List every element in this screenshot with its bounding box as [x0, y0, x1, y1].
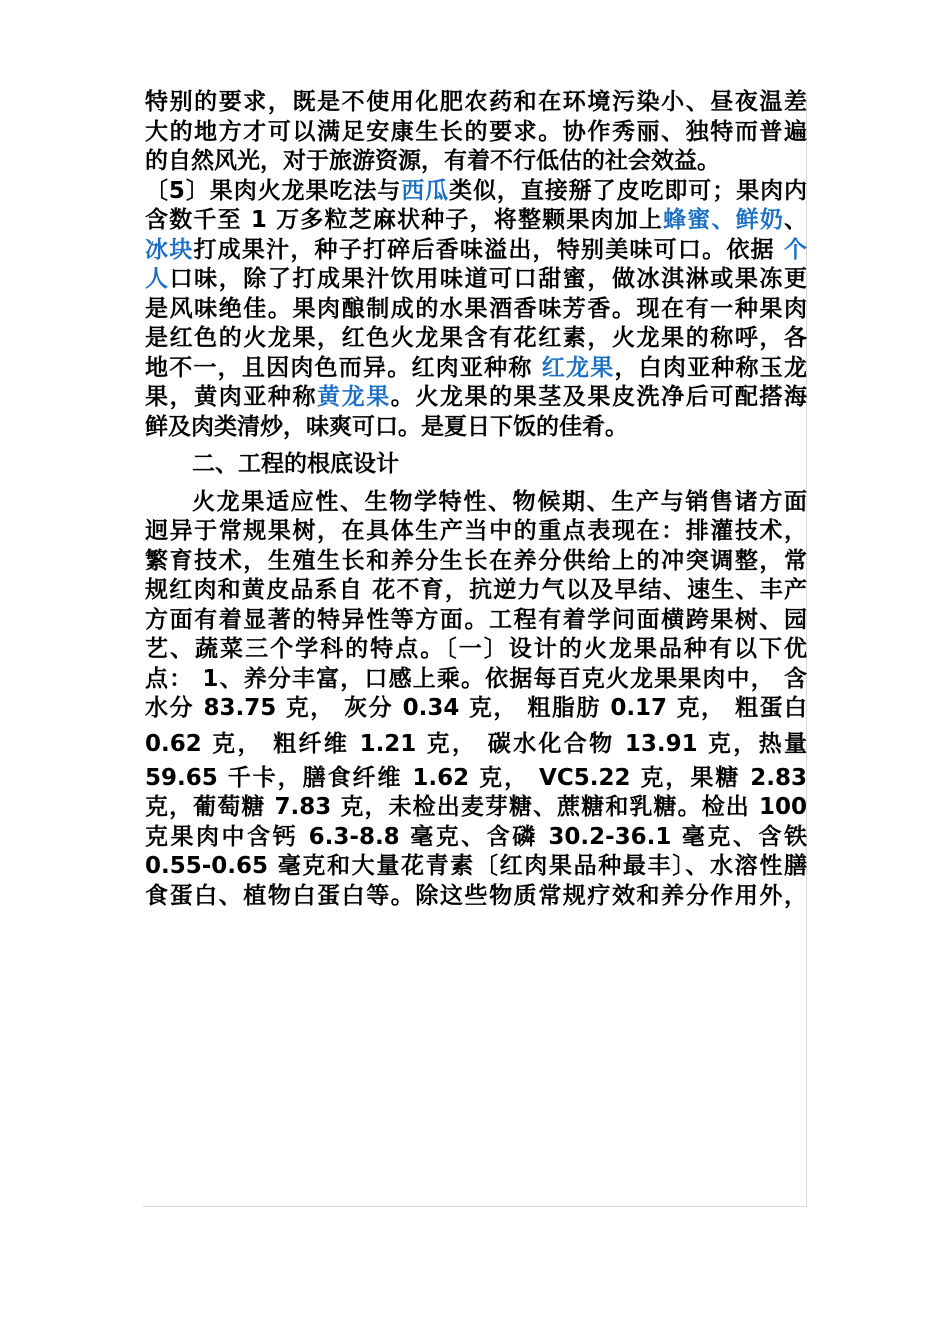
text-line: 规红肉和黄皮品系自 花不育，抗逆力气以及早结、速生、丰产: [145, 577, 807, 603]
paragraph-2: [145, 177, 807, 443]
text-span: 果，黄肉亚种称: [145, 384, 318, 410]
text-line: 的自然风光，对于旅游资源，有着不行低估的社会效益。: [145, 148, 720, 174]
text-span: ，白肉亚种称玉龙: [614, 354, 808, 381]
page-frame-bottom: [143, 1206, 807, 1207]
link-xigua[interactable]: 西瓜: [401, 177, 450, 204]
text-span: 类似，直接掰了皮吃即可；果肉内: [449, 177, 808, 204]
text-line: 火龙果适应性、生物学特性、物候期、生产与销售诸方面: [192, 488, 807, 515]
text-line: 大的地方才可以满足安康生长的要求。协作秀丽、独特而普遍: [145, 118, 807, 145]
paragraph-1: [145, 88, 807, 177]
text-span: 、: [784, 207, 808, 233]
text-line: 是红色的火龙果，红色火龙果含有花红素，火龙果的称呼，各: [145, 325, 807, 351]
text-span: 打成果汁，种子打碎后香味溢出，特别美味可口。依据: [193, 236, 785, 263]
link-geren[interactable]: 个: [784, 236, 808, 263]
spacer: [145, 480, 807, 488]
text-line: 繁育技术，生殖生长和养分生长在养分供给上的冲突调整，常: [145, 547, 807, 574]
paragraph-3: [145, 488, 807, 912]
text-line: 59.65 千卡，膳食纤维 1.62 克， VC5.22 克，果糖 2.83: [145, 764, 807, 791]
text-span: 。火龙果的果茎及果皮洗净后可配搭海: [390, 384, 808, 410]
text-line: 0.55-0.65 毫克和大量花青素〔红肉果品种最丰〕、水溶性膳: [145, 853, 807, 879]
text-line: [145, 354, 807, 384]
link-geren-cont[interactable]: 人: [145, 266, 170, 292]
text-line: 是风味绝佳。果肉酿制成的水果酒香味芳香。现在有一种果肉: [145, 295, 807, 322]
link-separator: 、: [711, 207, 736, 233]
text-line: 艺、蔬菜三个学科的特点。〔一〕设计的火龙果品种有以下优: [145, 636, 807, 662]
text-line: [145, 265, 807, 295]
text-line: 食蛋白、植物白蛋白等。除这些物质常规疗效和养分作用外，: [145, 882, 807, 909]
text-span: 〔5〕果肉火龙果吃法与: [145, 177, 402, 204]
text-line: 水分 83.75 克， 灰分 0.34 克， 粗脂肪 0.17 克， 粗蛋白: [145, 695, 807, 721]
text-line: 迥异于常规果树，在具体生产当中的重点表现在：排灌技术，: [145, 518, 807, 544]
link-huanglongguo[interactable]: 黄龙果: [317, 384, 391, 410]
link-bingkuai[interactable]: 冰块: [145, 236, 194, 263]
link-honglongguo[interactable]: 红龙果: [541, 354, 615, 381]
text-span: 地不一，且因肉色而异。红肉亚种称: [145, 354, 542, 381]
document-body: [145, 88, 807, 911]
text-line: 克，葡萄糖 7.83 克，未检出麦芽糖、蔗糖和乳糖。检出 100: [145, 794, 807, 820]
text-line: 鲜及肉类清炒，味爽可口。是夏日下饭的佳肴。: [145, 413, 628, 440]
text-line: [145, 206, 807, 236]
text-line: 点： 1、养分丰富，口感上乘。依据每百克火龙果果肉中， 含: [145, 665, 807, 692]
text-line: 特别的要求，既是不使用化肥农药和在环境污染小、昼夜温差: [145, 89, 807, 115]
text-line: 0.62 克， 粗纤维 1.21 克， 碳水化合物 13.91 克，热量: [145, 730, 807, 757]
text-line: [145, 177, 807, 207]
spacer: [145, 442, 807, 450]
text-line: [145, 236, 807, 266]
section-heading: 二、工程的根底设计: [192, 451, 399, 477]
link-xiannai[interactable]: 鲜奶: [735, 207, 785, 233]
text-span: 含数千至 1 万多粒芝麻状种子，将整颗果肉加上: [145, 207, 664, 233]
text-line: 方面有着显著的特异性等方面。工程有着学问面横跨果树、园: [145, 606, 807, 633]
text-line: [145, 383, 807, 413]
link-fengmi[interactable]: 蜂蜜: [663, 207, 712, 233]
text-span: 口味，除了打成果汁饮用味道可口甜蜜，做冰淇淋或果冻更: [169, 266, 808, 292]
text-line: 克果肉中含钙 6.3-8.8 毫克、含磷 30.2-36.1 毫克、含铁: [145, 823, 807, 850]
